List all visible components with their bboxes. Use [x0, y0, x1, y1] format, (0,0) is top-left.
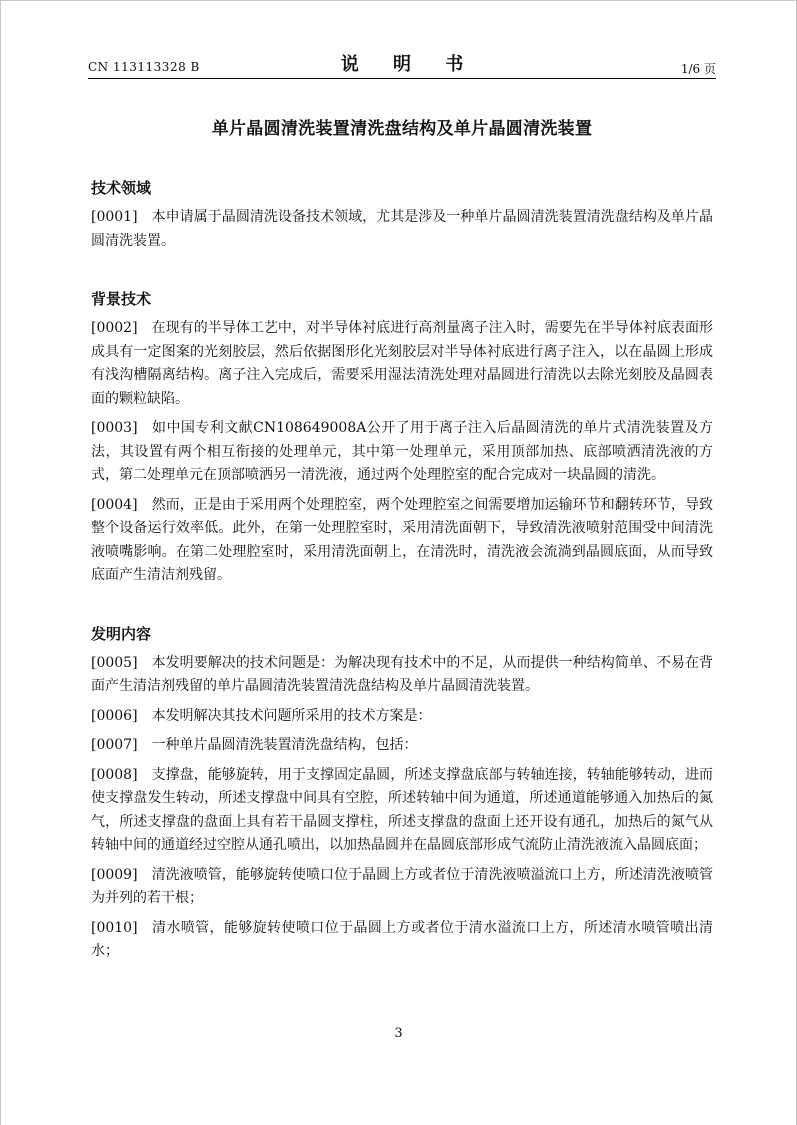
page-border-top: [0, 0, 797, 1]
paragraph-text: 本发明解决其技术问题所采用的技术方案是：: [151, 707, 432, 724]
paragraph: [91, 917, 713, 964]
paragraph: [91, 864, 713, 911]
paragraph-text: 支撑盘，能够旋转，用于支撑固定晶圆，所述支撑盘底部与转轴连接，转轴能够转动，进而使支撑盘发生转动，所述支撑盘中间具有空腔，所述转轴中间为通道，所述通道能够通入加热后的氮气，所述支撑盘的盘面上具有若干晶圆支撑柱，所述支撑盘的盘面上还开设有通孔，加热后的氮气从转轴中间的通道经过空腔从通孔喷出，以加热晶圆并在晶圆底部形成气流防止清洗液流入晶圆底面；: [91, 766, 713, 853]
patent-number: CN 113113328 B: [88, 60, 200, 74]
paragraph-number: [0005]: [91, 654, 138, 671]
paragraph-text: 如中国专利文献CN108649008A公开了用于离子注入后晶圆清洗的单片式清洗装置及方法，其设置有两个相互衔接的处理单元，其中第一处理单元，采用顶部加热、底部喷洒清洗液的方式，第二处理单元在顶部喷洒另一清洗液，通过两个处理腔室的配合完成对一块晶圆的清洗。: [91, 420, 713, 483]
paragraph: [91, 206, 713, 253]
paragraph: [91, 705, 713, 729]
paragraph: [91, 764, 713, 858]
paragraph-number: [0008]: [91, 766, 138, 783]
paragraph-number: [0004]: [91, 496, 138, 513]
paragraph-number: [0010]: [91, 919, 138, 936]
page-border-left: [0, 0, 1, 1125]
paragraph-text: 然而，正是由于采用两个处理腔室，两个处理腔室之间需要增加运输环节和翻转环节，导致整个设备运行效率低。此外，在第一处理腔室时，采用清洗面朝下，导致清洗液喷射范围受中间清洗液喷嘴影响。在第二处理腔室时，采用清洗面朝上，在清洗时，清洗液会流淌到晶圆底面，从而导致底面产生清洁剂残留。: [91, 496, 713, 583]
paragraph-text: 本申请属于晶圆清洗设备技术领域，尤其是涉及一种单片晶圆清洗装置清洗盘结构及单片晶圆清洗装置。: [91, 209, 713, 249]
paragraph-text: 本发明要解决的技术问题是：为解决现有技术中的不足，从而提供一种结构简单、不易在背面产生清洁剂残留的单片晶圆清洗装置清洗盘结构及单片晶圆清洗装置。: [91, 654, 713, 694]
paragraph: [91, 494, 713, 588]
paragraph-number: [0003]: [91, 420, 138, 436]
page-info: 1/6 页: [680, 62, 716, 76]
paragraph-text: 在现有的半导体工艺中，对半导体衬底进行高剂量离子注入时，需要先在半导体衬底表面形成具有一定图案的光刻胶层，然后依据图形化光刻胶层对半导体衬底进行离子注入，以在晶圆上形成有浅沟槽隔离结构。离子注入完成后，需要采用湿法清洗处理对晶圆进行清洗以去除光刻胶及晶圆表面的颗粒缺陷。: [91, 320, 713, 407]
section-heading: 发明内容: [91, 624, 152, 643]
paragraph-number: [0009]: [91, 866, 138, 883]
paragraph-text: 一种单片晶圆清洗装置清洗盘结构，包括：: [151, 737, 418, 753]
section-spacer: [91, 253, 713, 287]
page-number: 3: [394, 1026, 403, 1041]
paragraph: [91, 317, 713, 411]
paragraph: [91, 652, 713, 699]
section-heading: 背景技术: [91, 290, 152, 308]
section-heading: 技术领域: [91, 179, 152, 197]
paragraph-text: 清水喷管，能够旋转使喷口位于晶圆上方或者位于清水溢流口上方，所述清水喷管喷出清水；: [91, 919, 713, 959]
paragraph-text: 清洗液喷管，能够旋转使喷口位于晶圆上方或者位于清洗液喷溢流口上方，所述清洗液喷管为并列的若干根；: [91, 866, 713, 906]
paragraph-number: [0007]: [91, 737, 138, 753]
paragraph-number: [0001]: [91, 209, 138, 225]
header-rule: [88, 78, 716, 79]
paragraph-number: [0002]: [91, 320, 138, 336]
paragraph: [91, 417, 713, 488]
page-header: [88, 50, 716, 76]
paragraph-number: [0006]: [91, 707, 138, 724]
paragraph: [91, 734, 713, 758]
document-title: 单片晶圆清洗装置清洗盘结构及单片晶圆清洗装置: [211, 119, 593, 139]
document-type: 说 明 书: [340, 54, 478, 75]
document-body: [91, 176, 713, 964]
section-spacer: [91, 588, 713, 622]
